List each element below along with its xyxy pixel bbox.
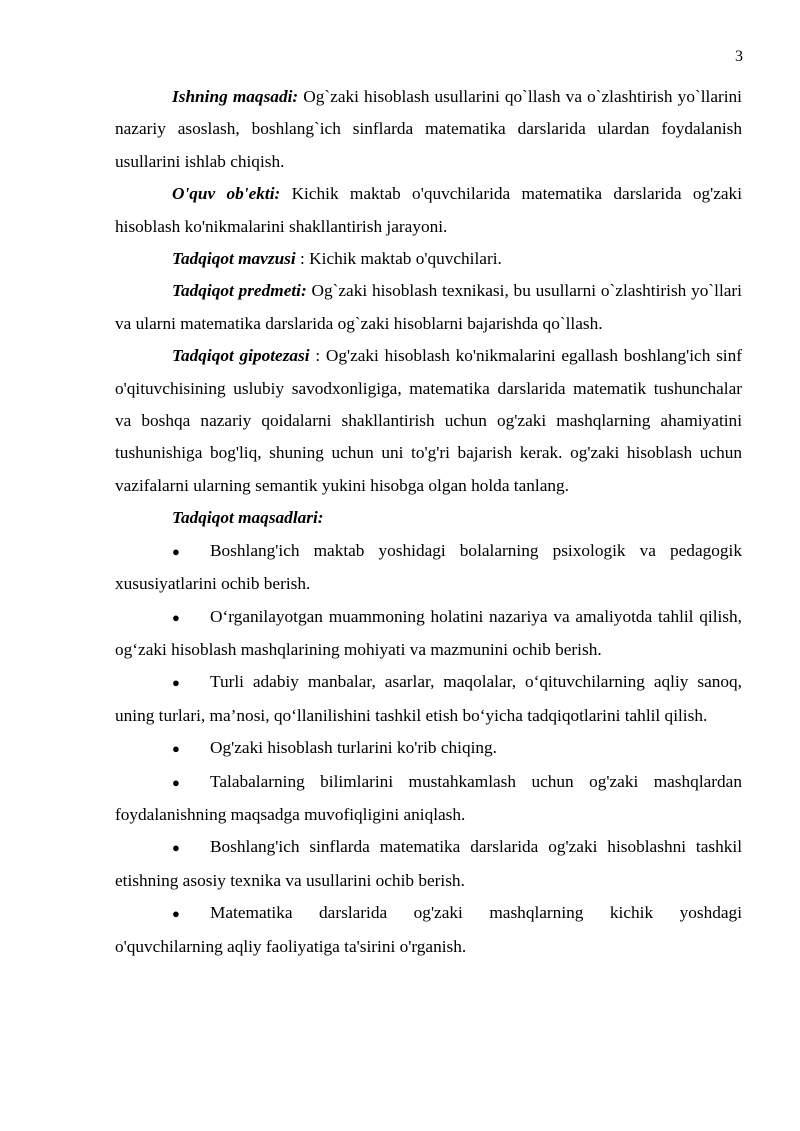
list-item-text: O‘rganilayotgan muammoning holatini nazariya va amaliyotda tahlil qilish, og‘zaki hisoblash mashqlarining mohiyati va mazmunini ochib berish. bbox=[115, 606, 742, 659]
bullet-icon: ● bbox=[172, 675, 180, 691]
bullet-icon: ● bbox=[172, 840, 180, 856]
paragraph-text: : Og'zaki hisoblash ko'nikmalarini egallash boshlang'ich sinf o'qituvchisining uslubiy savodxonligiga, matematika darslarida matematik tushunchalar va boshqa nazariy qoidalarni shakllantirish uchun og'zaki mashqlarning ahamiyatini tushunishiga bog'liq, shuning uchun uni to'g'ri bajarish kerak. og'zaki hisoblash uchun vazifalarni ularning semantik yukini hisobga olgan holda tanlang. bbox=[115, 346, 742, 495]
paragraph-label: O'quv ob'ekti: bbox=[172, 184, 281, 204]
paragraph-label: Tadqiqot predmeti: bbox=[172, 281, 307, 301]
goals-heading: Tadqiqot maqsadlari: bbox=[172, 508, 324, 528]
paragraph-tadqiqot-mavzusi bbox=[115, 243, 742, 275]
list-item bbox=[115, 666, 742, 732]
paragraph-ishning-maqsadi bbox=[115, 81, 742, 178]
paragraph-tadqiqot-gipotezasi bbox=[115, 340, 742, 502]
paragraph-label: Tadqiqot mavzusi bbox=[172, 249, 296, 269]
list-item bbox=[115, 897, 742, 963]
bullet-icon: ● bbox=[172, 543, 180, 559]
bullet-icon: ● bbox=[172, 774, 180, 790]
paragraph-oquv-obekti bbox=[115, 178, 742, 243]
goals-list bbox=[115, 535, 742, 963]
list-item bbox=[115, 732, 742, 765]
list-item-text: Turli adabiy manbalar, asarlar, maqolalar, o‘qituvchilarning aqliy sanoq, uning turlari, ma’nosi, qo‘llanilishini tashkil etish bo‘yicha tadqiqotlarini tahlil qilish. bbox=[115, 672, 742, 725]
paragraph-text: Og`zaki hisoblash usullarini qo`llash va o`zlashtirish yo`llarini nazariy asoslash, boshlang`ich sinflarda matematika darslarida ulardan foydalanish usullarini ishlab chiqish. bbox=[115, 87, 742, 171]
list-item bbox=[115, 535, 742, 601]
bullet-icon: ● bbox=[172, 906, 180, 922]
list-item bbox=[115, 831, 742, 897]
page-number: 3 bbox=[735, 48, 743, 65]
list-item-text: Matematika darslarida og'zaki mashqlarning kichik yoshdagi o'quvchilarning aqliy faoliyatiga ta'sirini o'rganish. bbox=[115, 903, 742, 956]
list-item bbox=[115, 601, 742, 667]
paragraph-label: Tadqiqot gipotezasi bbox=[172, 346, 310, 366]
page-body bbox=[115, 81, 742, 963]
paragraph-text: Kichik maktab o'quvchilarida matematika darslarida og'zaki hisoblash ko'nikmalarini shakllantirish jarayoni. bbox=[115, 184, 742, 236]
list-item-text: Boshlang'ich sinflarda matematika darslarida og'zaki hisoblashni tashkil etishning asosiy texnika va usullarini ochib berish. bbox=[115, 837, 742, 890]
bullet-icon: ● bbox=[172, 609, 180, 625]
list-item-text: Og'zaki hisoblash turlarini ko'rib chiqing. bbox=[210, 738, 497, 758]
list-item bbox=[115, 766, 742, 832]
paragraph-text: : Kichik maktab o'quvchilari. bbox=[295, 249, 502, 269]
list-item-text: Boshlang'ich maktab yoshidagi bolalarning psixologik va pedagogik xususiyatlarini ochib berish. bbox=[115, 540, 742, 594]
paragraph-label: Ishning maqsadi: bbox=[172, 87, 299, 106]
paragraph-text: Og`zaki hisoblash texnikasi, bu usullarni o`zlashtirish yo`llari va ularni matematika darslarida og`zaki hisoblarni bajarishda qo`llash. bbox=[115, 281, 742, 333]
list-item-text: Talabalarning bilimlarini mustahkamlash uchun og'zaki mashqlardan foydalanishning maqsadga muvofiqligini aniqlash. bbox=[115, 771, 742, 824]
bullet-icon: ● bbox=[172, 741, 180, 757]
paragraph-tadqiqot-predmeti bbox=[115, 275, 742, 340]
